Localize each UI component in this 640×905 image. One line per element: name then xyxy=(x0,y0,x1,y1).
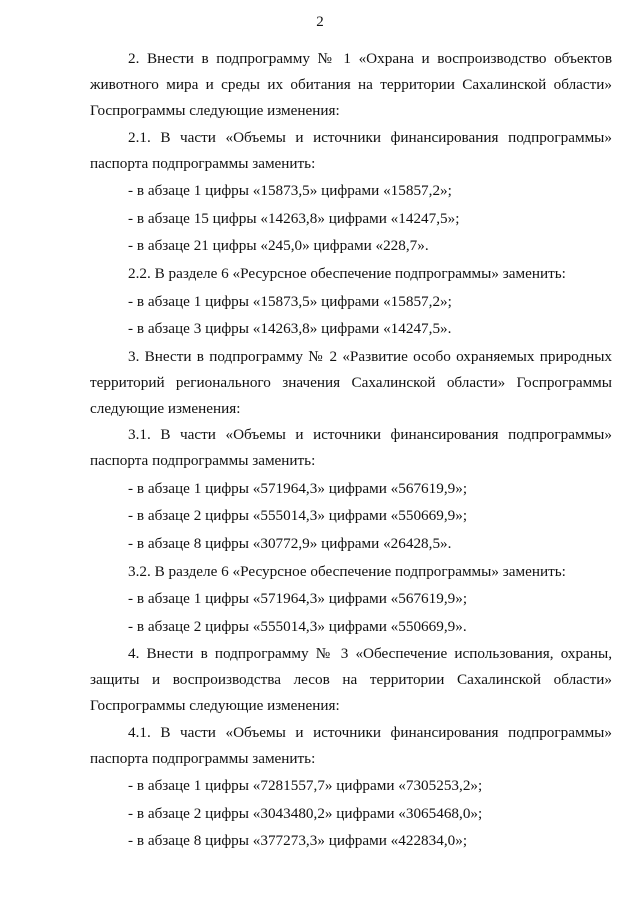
list-item: - в абзаце 1 цифры «571964,3» цифрами «567619,9»; xyxy=(128,590,468,608)
list-item: - в абзаце 1 цифры «571964,3» цифрами «567619,9»; xyxy=(128,479,468,497)
subsection-2-1-paragraph xyxy=(90,125,612,177)
paragraph-line: территорий регионального значения Сахалинской области» Госпрограммы xyxy=(90,373,612,391)
list-item: - в абзаце 1 цифры «15873,5» цифрами «15857,2»; xyxy=(128,292,452,310)
subsection-3-1-paragraph xyxy=(90,422,612,474)
paragraph-line: паспорта подпрограммы заменить: xyxy=(90,154,316,172)
subsection-2-2-paragraph: 2.2. В разделе 6 «Ресурсное обеспечение подпрограммы» заменить: xyxy=(128,265,566,283)
list-item: - в абзаце 1 цифры «15873,5» цифрами «15857,2»; xyxy=(128,182,452,200)
list-item: - в абзаце 3 цифры «14263,8» цифрами «14247,5». xyxy=(128,320,452,338)
paragraph-line: 4.1. В части «Объемы и источники финансирования подпрограммы» xyxy=(128,723,612,741)
paragraph-line: паспорта подпрограммы заменить: xyxy=(90,452,316,470)
section-3-paragraph xyxy=(90,344,612,423)
list-item: - в абзаце 2 цифры «3043480,2» цифрами «3065468,0»; xyxy=(128,804,483,822)
paragraph-line: следующие изменения: xyxy=(90,399,241,417)
list-item: - в абзаце 15 цифры «14263,8» цифрами «14247,5»; xyxy=(128,209,460,227)
paragraph-line: Госпрограммы следующие изменения: xyxy=(90,102,340,120)
list-item: - в абзаце 8 цифры «30772,9» цифрами «26428,5». xyxy=(128,534,452,552)
section-4-paragraph xyxy=(90,641,612,720)
paragraph-line: животного мира и среды их обитания на территории Сахалинской области» xyxy=(90,76,612,94)
document-body xyxy=(90,46,612,856)
paragraph-line: 4. Внести в подпрограмму № 3 «Обеспечение использования, охраны, xyxy=(128,645,612,663)
paragraph-line: 3.1. В части «Объемы и источники финансирования подпрограммы» xyxy=(128,426,612,444)
list-item: - в абзаце 21 цифры «245,0» цифрами «228,7». xyxy=(128,237,429,255)
paragraph-line: 3. Внести в подпрограмму № 2 «Развитие особо охраняемых природных xyxy=(128,347,612,365)
list-item: - в абзаце 2 цифры «555014,3» цифрами «550669,9». xyxy=(128,617,467,635)
page-number: 2 xyxy=(316,14,324,30)
list-item: - в абзаце 2 цифры «555014,3» цифрами «550669,9»; xyxy=(128,507,468,525)
paragraph-line: Госпрограммы следующие изменения: xyxy=(90,697,340,715)
paragraph-line: паспорта подпрограммы заменить: xyxy=(90,749,316,767)
paragraph-line: защиты и воспроизводства лесов на территории Сахалинской области» xyxy=(90,671,612,689)
list-item: - в абзаце 8 цифры «377273,3» цифрами «422834,0»; xyxy=(128,832,468,850)
subsection-4-1-paragraph xyxy=(90,720,612,772)
paragraph-line: 2.1. В части «Объемы и источники финансирования подпрограммы» xyxy=(128,128,612,146)
paragraph-line: 2. Внести в подпрограмму № 1 «Охрана и воспроизводство объектов xyxy=(128,50,612,67)
section-2-paragraph xyxy=(90,46,612,125)
subsection-3-2-paragraph: 3.2. В разделе 6 «Ресурсное обеспечение подпрограммы» заменить: xyxy=(128,562,566,580)
list-item: - в абзаце 1 цифры «7281557,7» цифрами «7305253,2»; xyxy=(128,777,483,795)
